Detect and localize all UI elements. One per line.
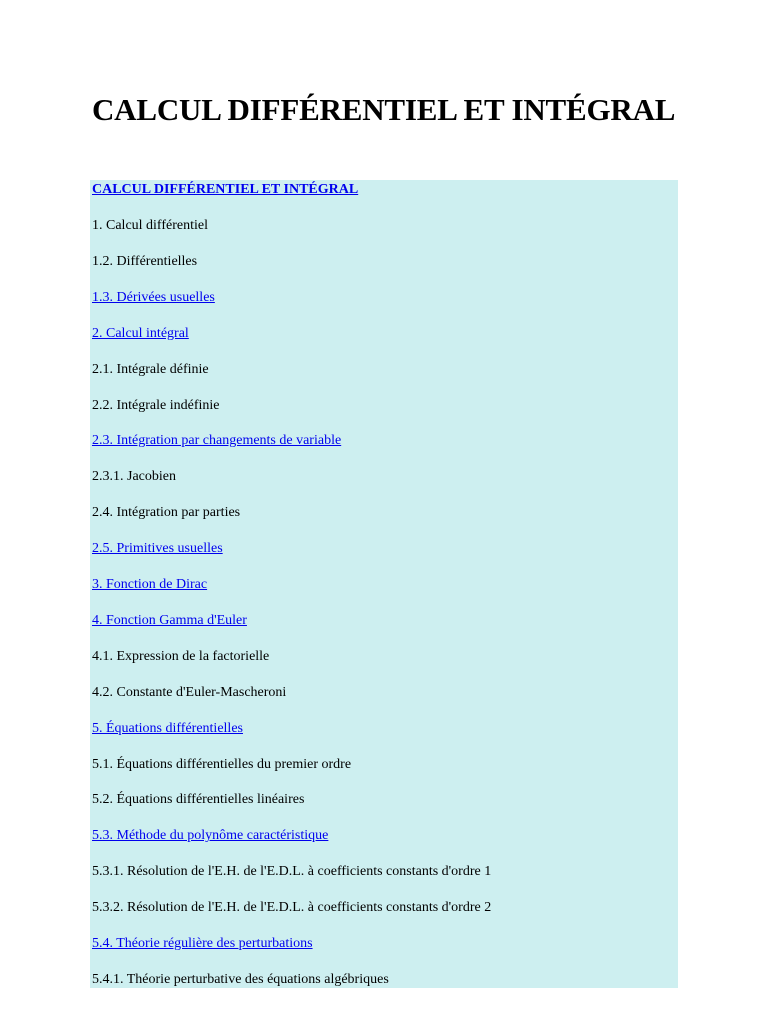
toc-entry-2-1: 2.1. Intégrale définie [92,361,209,377]
toc-entry-2-2: 2.2. Intégrale indéfinie [92,397,220,413]
toc-entry-1-2: 1.2. Différentielles [92,253,198,269]
table-of-contents [90,180,678,988]
toc-entry-4-2: 4.2. Constante d'Euler-Mascheroni [92,684,287,700]
toc-link-3[interactable]: 3. Fonction de Dirac [92,577,208,592]
toc-link-2[interactable]: 2. Calcul intégral [92,325,189,341]
toc-entry-5-2: 5.2. Équations différentielles linéaires [92,792,305,808]
toc-link-2-5[interactable]: 2.5. Primitives usuelles [92,541,223,557]
toc-link-5-4[interactable]: 5.4. Théorie régulière des perturbations [92,936,313,951]
toc-header-link[interactable]: CALCUL DIFFÉRENTIEL ET INTÉGRAL [92,182,359,197]
toc-link-2-3[interactable]: 2.3. Intégration par changements de variable [92,433,342,449]
toc-entry-5-3-2: 5.3.2. Résolution de l'E.H. de l'E.D.L. à coefficients constants d'ordre 2 [92,900,492,916]
toc-entry-5-3-1: 5.3.1. Résolution de l'E.H. de l'E.D.L. à coefficients constants d'ordre 1 [92,864,492,880]
page-title: CALCUL DIFFÉRENTIEL ET INTÉGRAL [92,92,676,127]
toc-entry-2-3-1: 2.3.1. Jacobien [92,469,176,485]
toc-link-5[interactable]: 5. Équations différentielles [92,720,243,736]
toc-entry-1: 1. Calcul différentiel [92,218,208,233]
toc-link-1-3[interactable]: 1.3. Dérivées usuelles [92,289,215,305]
toc-entry-5-1: 5.1. Équations différentielles du premier ordre [92,756,352,772]
toc-entry-4-1: 4.1. Expression de la factorielle [92,648,270,664]
toc-entry-5-4-1: 5.4.1. Théorie perturbative des équations algébriques [92,971,389,987]
toc-entry-2-4: 2.4. Intégration par parties [92,505,241,521]
toc-link-5-3[interactable]: 5.3. Méthode du polynôme caractéristique [92,828,329,844]
toc-link-4[interactable]: 4. Fonction Gamma d'Euler [92,612,247,628]
